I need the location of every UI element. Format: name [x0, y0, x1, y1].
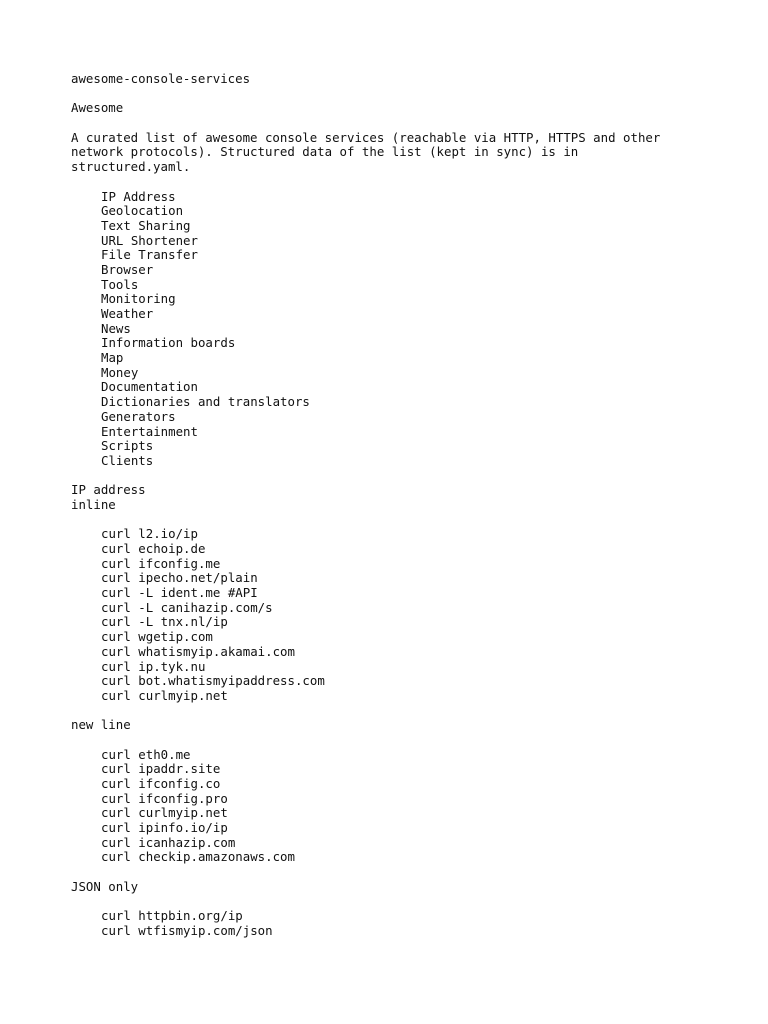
- toc-link-browser[interactable]: Browser: [101, 261, 154, 277]
- command-line: curl ipinfo.io/ip: [101, 820, 228, 836]
- spacer: [71, 87, 711, 102]
- toc-link-news[interactable]: News: [101, 320, 131, 336]
- command-line: curl -L tnx.nl/ip: [101, 614, 228, 630]
- toc-link-entertainment[interactable]: Entertainment: [101, 423, 198, 439]
- toc-link-map[interactable]: Map: [101, 350, 124, 366]
- toc-link-scripts[interactable]: Scripts: [101, 438, 154, 454]
- command-line: curl ifconfig.pro: [101, 790, 228, 806]
- toc-link-generators[interactable]: Generators: [101, 408, 176, 424]
- command-line: curl -L ident.me #API: [101, 585, 258, 601]
- doc-title: awesome-console-services: [71, 71, 251, 86]
- command-line: curl wtfismyip.com/json: [101, 922, 273, 938]
- command-line: curl whatismyip.akamai.com: [101, 643, 295, 659]
- command-line: curl ipaddr.site: [101, 761, 221, 777]
- toc-link-information-boards[interactable]: Information boards: [101, 335, 236, 351]
- toc-link-money[interactable]: Money: [101, 364, 139, 380]
- spacer: [71, 116, 711, 131]
- toc-link-text-sharing[interactable]: Text Sharing: [101, 217, 191, 233]
- toc-link-geolocation[interactable]: Geolocation: [101, 203, 184, 219]
- table-of-contents: [71, 190, 711, 469]
- command-line: curl icanhazip.com: [101, 834, 236, 850]
- command-line: curl ifconfig.me: [101, 555, 221, 571]
- intro-line: A curated list of awesome console services (reachable via HTTP, HTTPS and other: [71, 129, 661, 145]
- command-line: curl curlmyip.net: [101, 805, 228, 821]
- toc-link-monitoring[interactable]: Monitoring: [101, 291, 176, 307]
- command-line: curl ipecho.net/plain: [101, 570, 258, 586]
- subheading-inline: inline: [71, 496, 116, 512]
- command-line: curl eth0.me: [101, 746, 191, 762]
- command-line: curl checkip.amazonaws.com: [101, 849, 295, 865]
- command-line: curl ip.tyk.nu: [101, 658, 206, 674]
- document-page: [71, 72, 711, 939]
- intro-line: network protocols). Structured data of the list (kept in sync) is in: [71, 144, 579, 160]
- toc-link-ip-address[interactable]: IP Address: [101, 188, 176, 204]
- intro-paragraph: [71, 131, 711, 175]
- intro-line: structured.yaml.: [71, 159, 191, 175]
- spacer: [71, 895, 711, 910]
- spacer: [71, 704, 711, 719]
- subheading-json-only: JSON only: [71, 878, 139, 894]
- json-command-list: [71, 909, 711, 938]
- toc-link-dictionaries[interactable]: Dictionaries and translators: [101, 394, 310, 410]
- toc-link-clients[interactable]: Clients: [101, 452, 154, 468]
- newline-command-list: [71, 748, 711, 866]
- spacer: [71, 469, 711, 484]
- toc-link-tools[interactable]: Tools: [101, 276, 139, 292]
- command-line: curl echoip.de: [101, 541, 206, 556]
- spacer: [71, 865, 711, 880]
- toc-link-url-shortener[interactable]: URL Shortener: [101, 232, 198, 248]
- command-line: curl httpbin.org/ip: [101, 908, 243, 924]
- command-line: curl l2.io/ip: [101, 526, 198, 542]
- toc-link-file-transfer[interactable]: File Transfer: [101, 247, 198, 263]
- toc-link-weather[interactable]: Weather: [101, 306, 154, 321]
- command-line: curl wgetip.com: [101, 629, 213, 645]
- subheading-new-line: new line: [71, 717, 131, 733]
- command-line: curl -L canihazip.com/s: [101, 599, 273, 615]
- command-line: curl curlmyip.net: [101, 687, 228, 703]
- spacer: [71, 733, 711, 748]
- inline-command-list: [71, 527, 711, 703]
- spacer: [71, 513, 711, 528]
- command-line: curl bot.whatismyipaddress.com: [101, 673, 325, 689]
- section-heading-ip-address: IP address: [71, 482, 146, 498]
- awesome-badge-text: Awesome: [71, 100, 124, 116]
- toc-link-documentation[interactable]: Documentation: [101, 379, 198, 395]
- spacer: [71, 175, 711, 190]
- command-line: curl ifconfig.co: [101, 776, 221, 791]
